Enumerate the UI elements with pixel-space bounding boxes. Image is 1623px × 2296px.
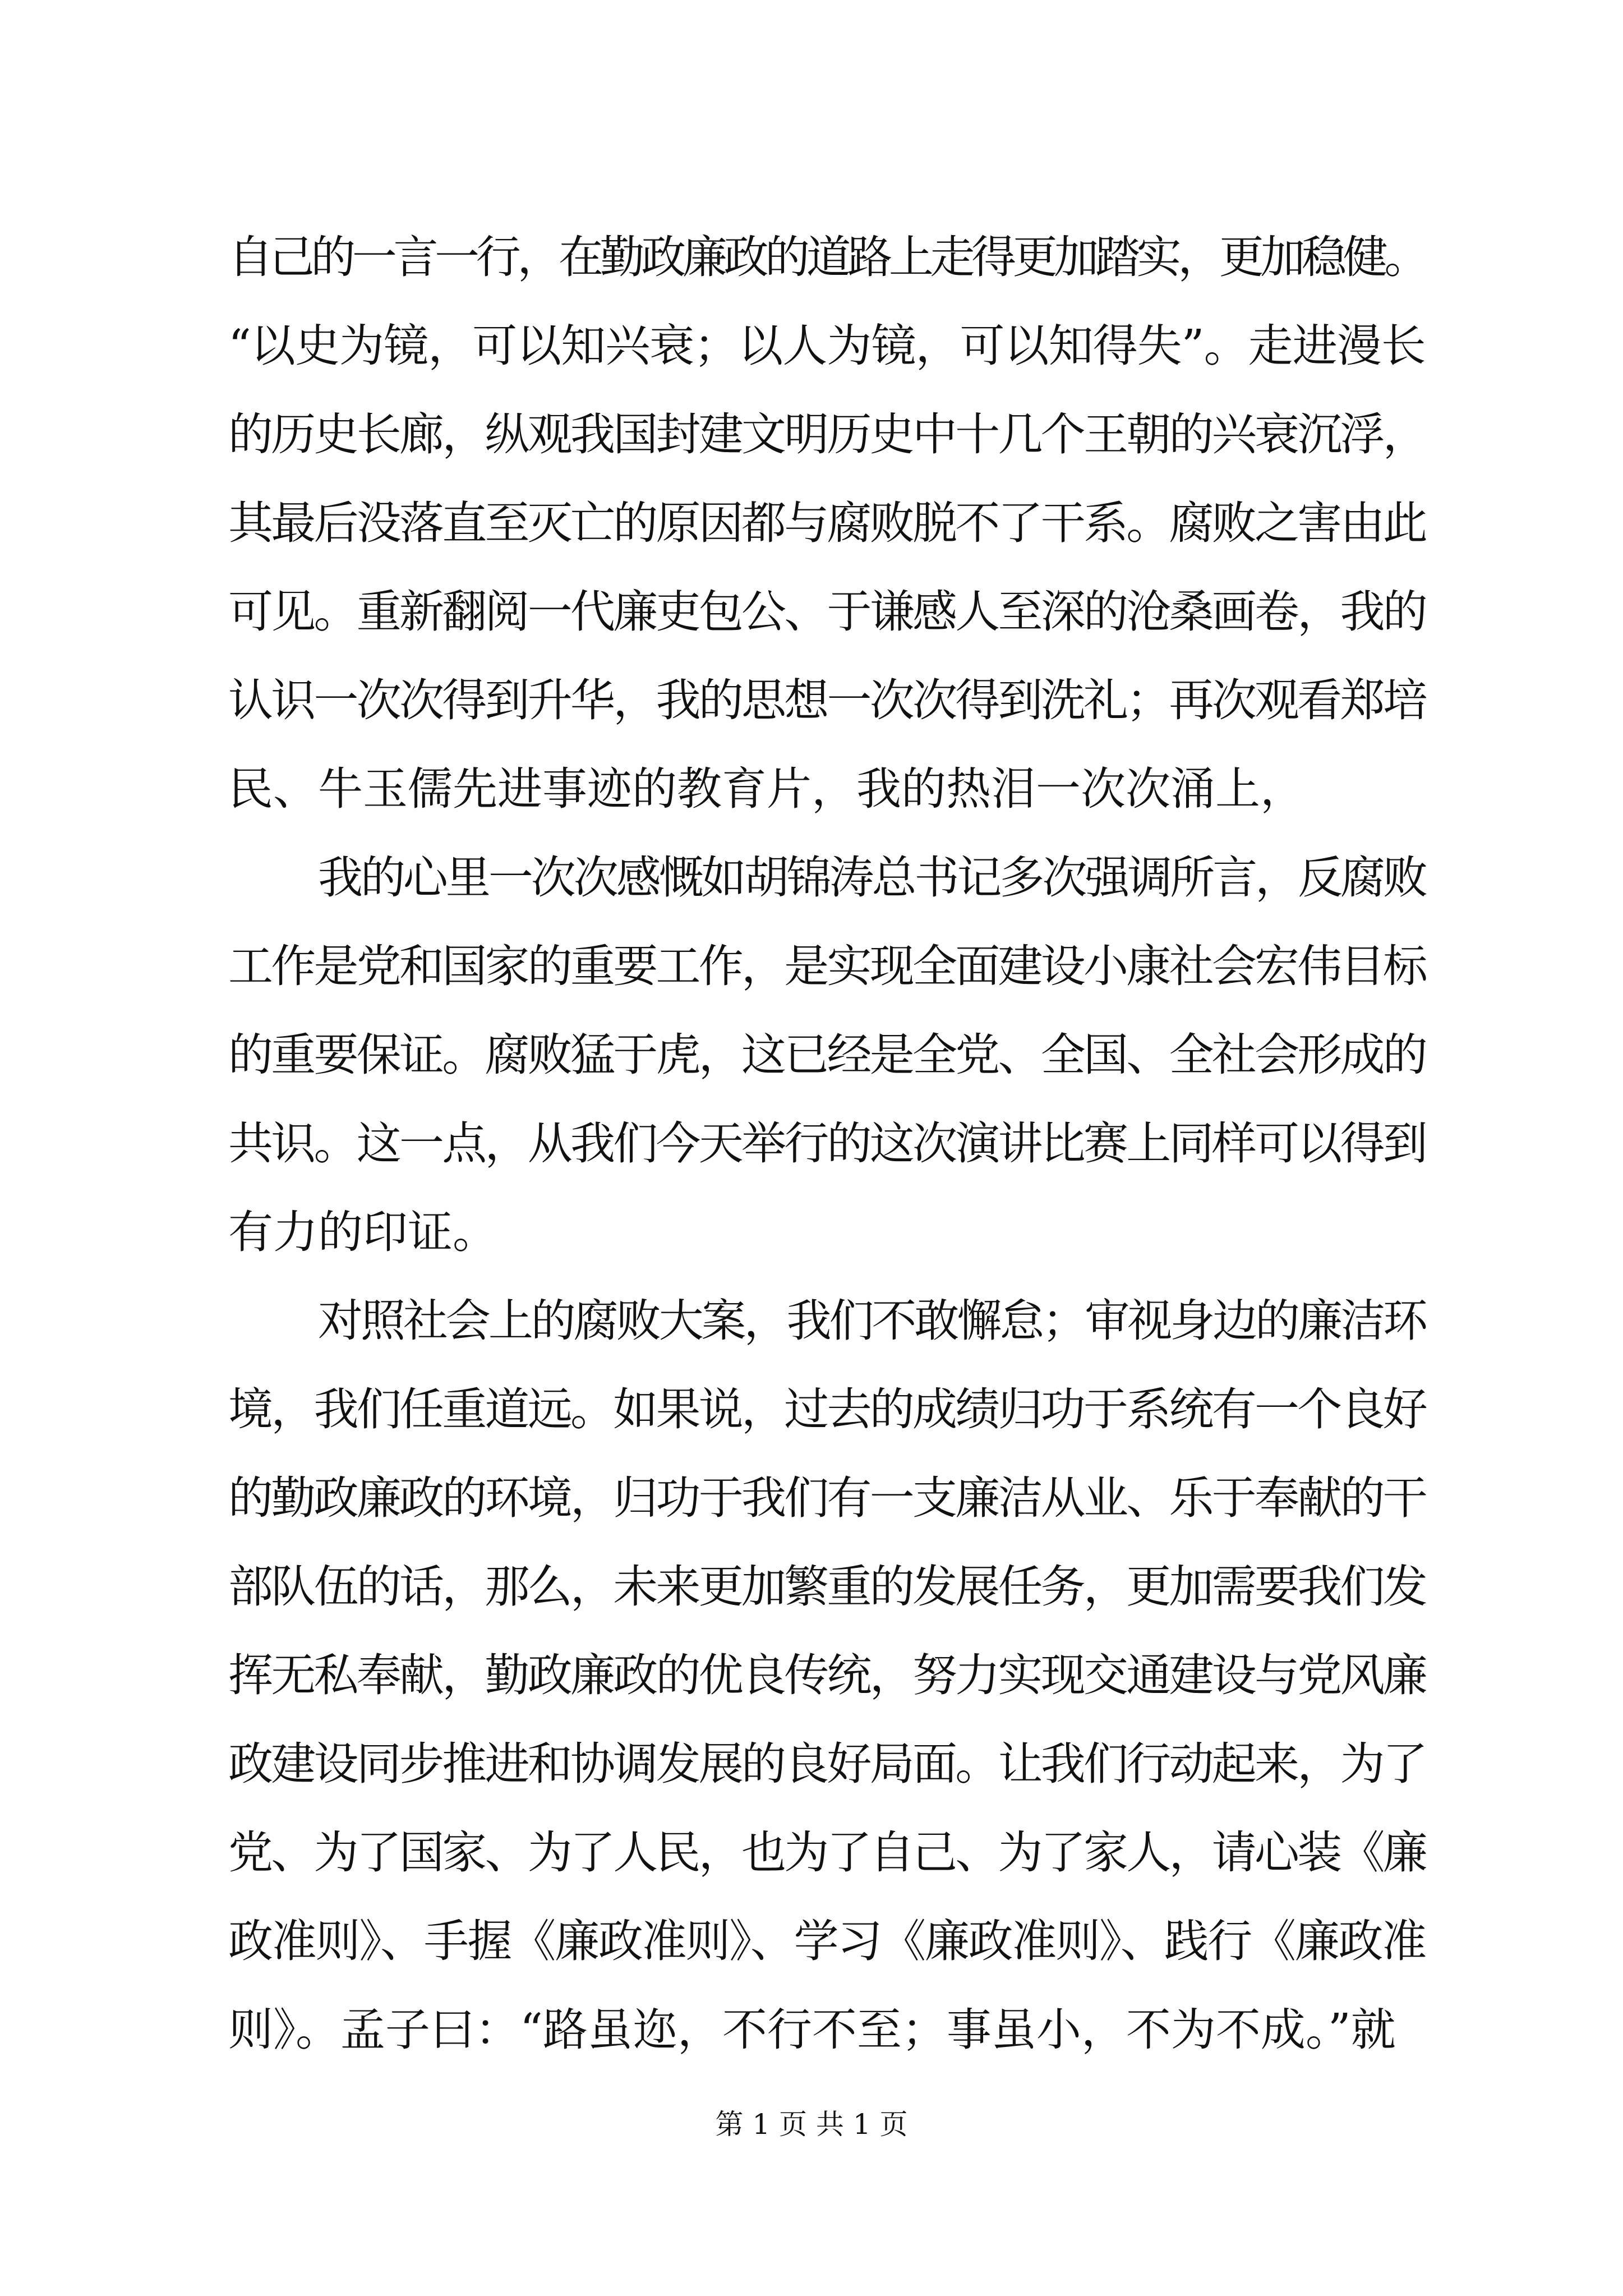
text-line: 的历史长廊，纵观我国封建文明历史中十几个王朝的兴衰沉浮， [228, 408, 1426, 461]
text-line: 则》。孟子曰：“路虽迩，不行不至；事虽小，不为不成。”就 [228, 2004, 1396, 2056]
page-footer: 第 1 页 共 1 页 [715, 2108, 908, 2141]
text-line: 共识。这一点，从我们今天举行的这次演讲比赛上同样可以得到 [228, 1117, 1426, 1170]
text-line: 部队伍的话，那么，未来更加繁重的发展任务，更加需要我们发 [228, 1561, 1426, 1613]
text-line: 工作是党和国家的重要工作，是实现全面建设小康社会宏伟目标 [228, 940, 1426, 992]
text-line: 政建设同步推进和协调发展的良好局面。让我们行动起来，为了 [228, 1738, 1426, 1790]
text-line: 境，我们任重道远。如果说，过去的成绩归功于系统有一个良好 [228, 1383, 1426, 1435]
text-line: 的重要保证。腐败猛于虎，这已经是全党、全国、全社会形成的 [228, 1029, 1426, 1081]
text-line: 对照社会上的腐败大案，我们不敢懈怠；审视身边的廉洁环 [318, 1295, 1426, 1347]
text-line: 自己的一言一行，在勤政廉政的道路上走得更加踏实，更加稳健。 [228, 231, 1426, 283]
document-body [228, 213, 1426, 2074]
text-line: 我的心里一次次感慨如胡锦涛总书记多次强调所言，反腐败 [318, 852, 1426, 904]
text-line: 的勤政廉政的环境，归功于我们有一支廉洁从业、乐于奉献的干 [228, 1472, 1426, 1524]
text-line: 其最后没落直至灭亡的原因都与腐败脱不了干系。腐败之害由此 [228, 497, 1426, 549]
text-line: 政准则》、手握《廉政准则》、学习《廉政准则》、践行《廉政准 [228, 1915, 1426, 1967]
text-line: 党、为了国家、为了人民，也为了自己、为了家人，请心装《廉 [228, 1826, 1426, 1879]
text-line: 挥无私奉献，勤政廉政的优良传统，努力实现交通建设与党风廉 [228, 1649, 1426, 1701]
text-line: 有力的印证。 [228, 1206, 497, 1258]
text-line: 民、牛玉儒先进事迹的教育片，我的热泪一次次涌上， [228, 763, 1305, 815]
text-line: 认识一次次得到升华，我的思想一次次得到洗礼；再次观看郑培 [228, 674, 1426, 726]
text-line: “以史为镜，可以知兴衰；以人为镜，可以知得失”。走进漫长 [228, 320, 1426, 372]
text-line: 可见。重新翻阅一代廉吏包公、于谦感人至深的沧桑画卷，我的 [228, 586, 1426, 638]
